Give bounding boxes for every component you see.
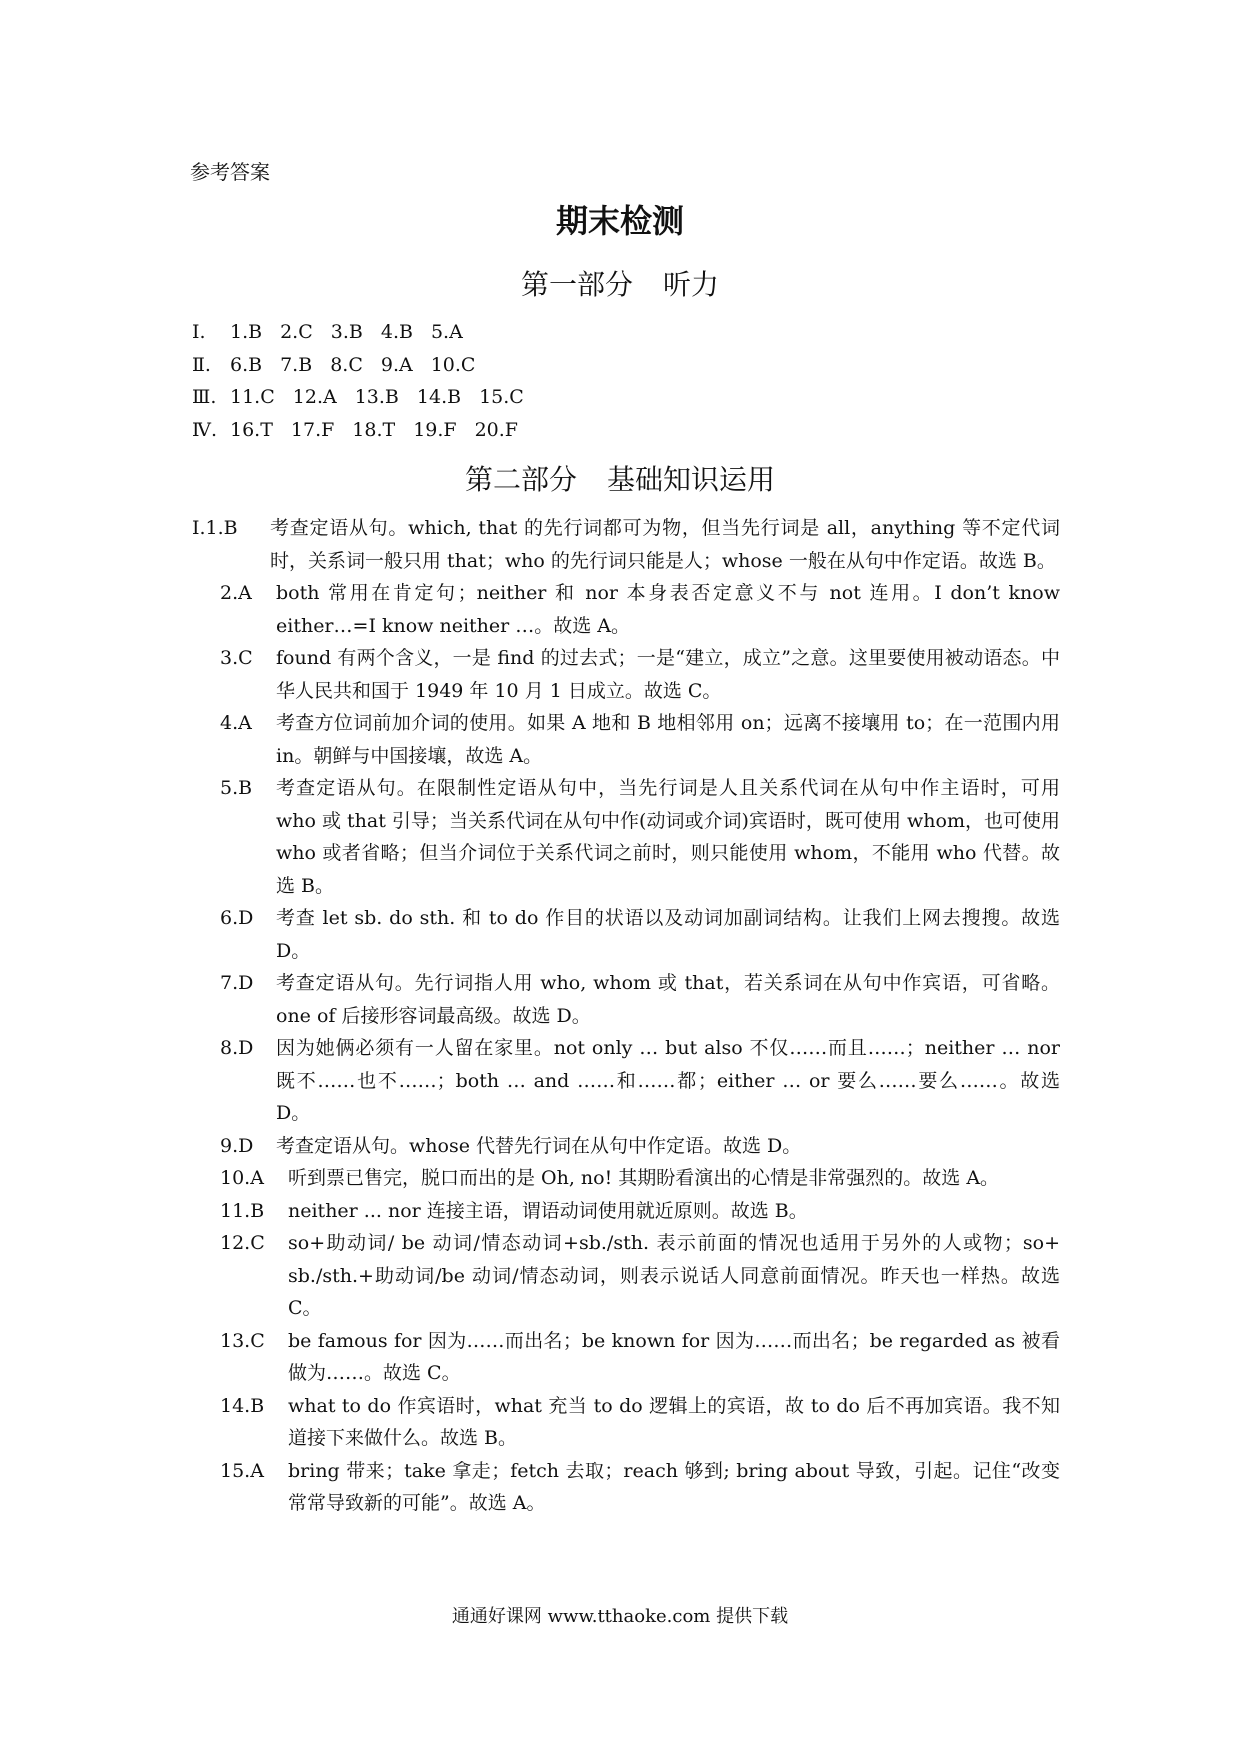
answer: 19.F: [413, 418, 457, 441]
answer: 16.T: [230, 418, 273, 441]
item-number: 8.D: [220, 1037, 254, 1059]
answer: 11.C: [230, 386, 275, 408]
explanation-item: [192, 902, 1060, 967]
item-number: 7.D: [220, 972, 254, 994]
explanation-item: [192, 707, 1060, 772]
item-text: 考查定语从句。先行词指人用 who, whom 或 that，若关系词在从句中作宾语，可省略。one of 后接形容词最高级。故选 D。: [276, 972, 1060, 1027]
item-text: bring 带来；take 拿走；fetch 去取；reach 够到; bring about 导致，引起。记住“改变常常导致新的可能”。故选 A。: [288, 1459, 1060, 1514]
section-name: 基础知识运用: [607, 463, 776, 496]
answer: 12.A: [292, 386, 337, 408]
row-label: Ⅳ.: [192, 418, 218, 441]
item-number: 13.C: [220, 1329, 265, 1352]
item-text: 因为她俩必须有一人留在家里。not only … but also 不仅……而且……；neither … nor 既不……也不……；both … and ……和……都；either … or 要么……要么……。故选 D。: [276, 1037, 1060, 1124]
answer: 1.B: [230, 321, 263, 343]
answer: 8.C: [330, 353, 363, 376]
section-name: 听力: [663, 268, 720, 301]
explanation-item: [192, 1032, 1060, 1130]
listening-row: [192, 381, 542, 414]
explanation-item: [192, 772, 1060, 902]
explanation-item: [192, 1162, 1060, 1195]
section-part: 第一部分: [520, 268, 633, 301]
answer-explanations: [192, 512, 1060, 1520]
listening-row: [192, 349, 542, 382]
item-text: 考查定语从句。在限制性定语从句中，当先行词是人且关系代词在从句中作主语时，可用 who 或 that 引导；当关系代词在从句中作(动词或介词)宾语时，既可使用 whom，也可使用 who 或者省略；但当介词位于关系代词之前时，则只能使用 whom，不能用 who 代替。故选 B。: [276, 777, 1060, 897]
item-text: what to do 作宾语时，what 充当 to do 逻辑上的宾语，故 to do 后不再加宾语。我不知道接下来做什么。故选 B。: [288, 1394, 1060, 1449]
row-label: Ⅲ.: [192, 386, 217, 408]
answer: 18.T: [352, 418, 396, 441]
listening-answers: [192, 316, 542, 446]
item-text: both 常用在肯定句；neither 和 nor 本身表否定意义不与 not 连用。I don’t know either…=I know neither …。故选 A。: [276, 582, 1060, 637]
item-number: 10.A: [220, 1167, 264, 1189]
explanation-item: [192, 1455, 1060, 1520]
section-heading-listening: [0, 263, 1240, 303]
item-number: 12.C: [220, 1232, 265, 1254]
item-text: so+助动词/ be 动词/情态动词+sb./sth. 表示前面的情况也适用于另外的人或物；so+ sb./sth.+助动词/be 动词/情态动词，则表示说话人同意前面情况。昨天也一样热。故选 C。: [288, 1232, 1060, 1319]
item-number: 2.A: [220, 582, 252, 604]
item-text: found 有两个含义，一是 find 的过去式；一是“建立，成立”之意。这里要使用被动语态。中华人民共和国于 1949 年 10 月 1 日成立。故选 C。: [276, 647, 1060, 702]
explanation-item: [192, 512, 1060, 577]
item-number: 11.B: [220, 1199, 265, 1222]
answer: 2.C: [280, 321, 313, 343]
answer: 5.A: [430, 321, 463, 343]
section-heading-basics: [0, 458, 1240, 498]
explanation-item: [192, 1325, 1060, 1390]
item-number: Ⅰ.1.B: [192, 517, 238, 539]
item-number: 6.D: [220, 907, 254, 929]
answer: 14.B: [416, 386, 462, 408]
explanation-item: [192, 1227, 1060, 1325]
item-number: 9.D: [220, 1134, 254, 1157]
explanation-item: [192, 642, 1060, 707]
answer: 4.B: [380, 321, 413, 343]
answer: 3.B: [330, 321, 363, 343]
section-part: 第二部分: [464, 463, 577, 496]
item-text: 考查方位词前加介词的使用。如果 A 地和 B 地相邻用 on；远离不接壤用 to；在一范围内用 in。朝鲜与中国接壤，故选 A。: [276, 712, 1060, 767]
item-number: 3.C: [220, 647, 253, 669]
explanation-item: [192, 967, 1060, 1032]
answer: 13.B: [354, 386, 399, 408]
explanation-item: [192, 1195, 1060, 1228]
listening-row: [192, 316, 542, 349]
item-number: 14.B: [220, 1394, 265, 1417]
item-text: 考查 let sb. do sth. 和 to do 作目的状语以及动词加副词结构。让我们上网去搜搜。故选 D。: [276, 907, 1060, 962]
answer: 17.F: [290, 418, 335, 441]
explanation-item: [192, 577, 1060, 642]
answer: 10.C: [430, 353, 476, 376]
item-text: neither ... nor 连接主语，谓语动词使用就近原则。故选 B。: [288, 1199, 808, 1222]
item-number: 4.A: [220, 712, 252, 734]
answer: 9.A: [380, 353, 413, 376]
item-text: be famous for 因为……而出名；be known for 因为……而出名；be regarded as 被看做为……。故选 C。: [288, 1329, 1060, 1384]
item-text: 听到票已售完，脱口而出的是 Oh, no! 其期盼看演出的心情是非常强烈的。故选 A。: [288, 1167, 1000, 1189]
item-text: 考查定语从句。whose 代替先行词在从句中作定语。故选 D。: [276, 1134, 802, 1157]
row-label: Ⅱ.: [192, 353, 211, 376]
answer: 7.B: [280, 353, 313, 376]
row-label: Ⅰ.: [192, 321, 206, 343]
answer: 15.C: [479, 386, 524, 408]
answer: 6.B: [230, 353, 263, 376]
explanation-item: [192, 1390, 1060, 1455]
answer: 20.F: [474, 418, 518, 441]
page-header: 参考答案: [190, 160, 270, 184]
page-title: 期末检测: [555, 202, 684, 240]
page-footer: 通通好课网 www.tthaoke.com 提供下载: [451, 1606, 789, 1627]
listening-row: [192, 414, 542, 447]
item-number: 5.B: [220, 777, 253, 799]
item-number: 15.A: [220, 1459, 264, 1482]
explanation-item: [192, 1130, 1060, 1163]
item-text: 考查定语从句。which, that 的先行词都可为物，但当先行词是 all，anything 等不定代词时，关系词一般只用 that；who 的先行词只能是人；whose 一般在从句中作定语。故选 B。: [270, 517, 1060, 572]
